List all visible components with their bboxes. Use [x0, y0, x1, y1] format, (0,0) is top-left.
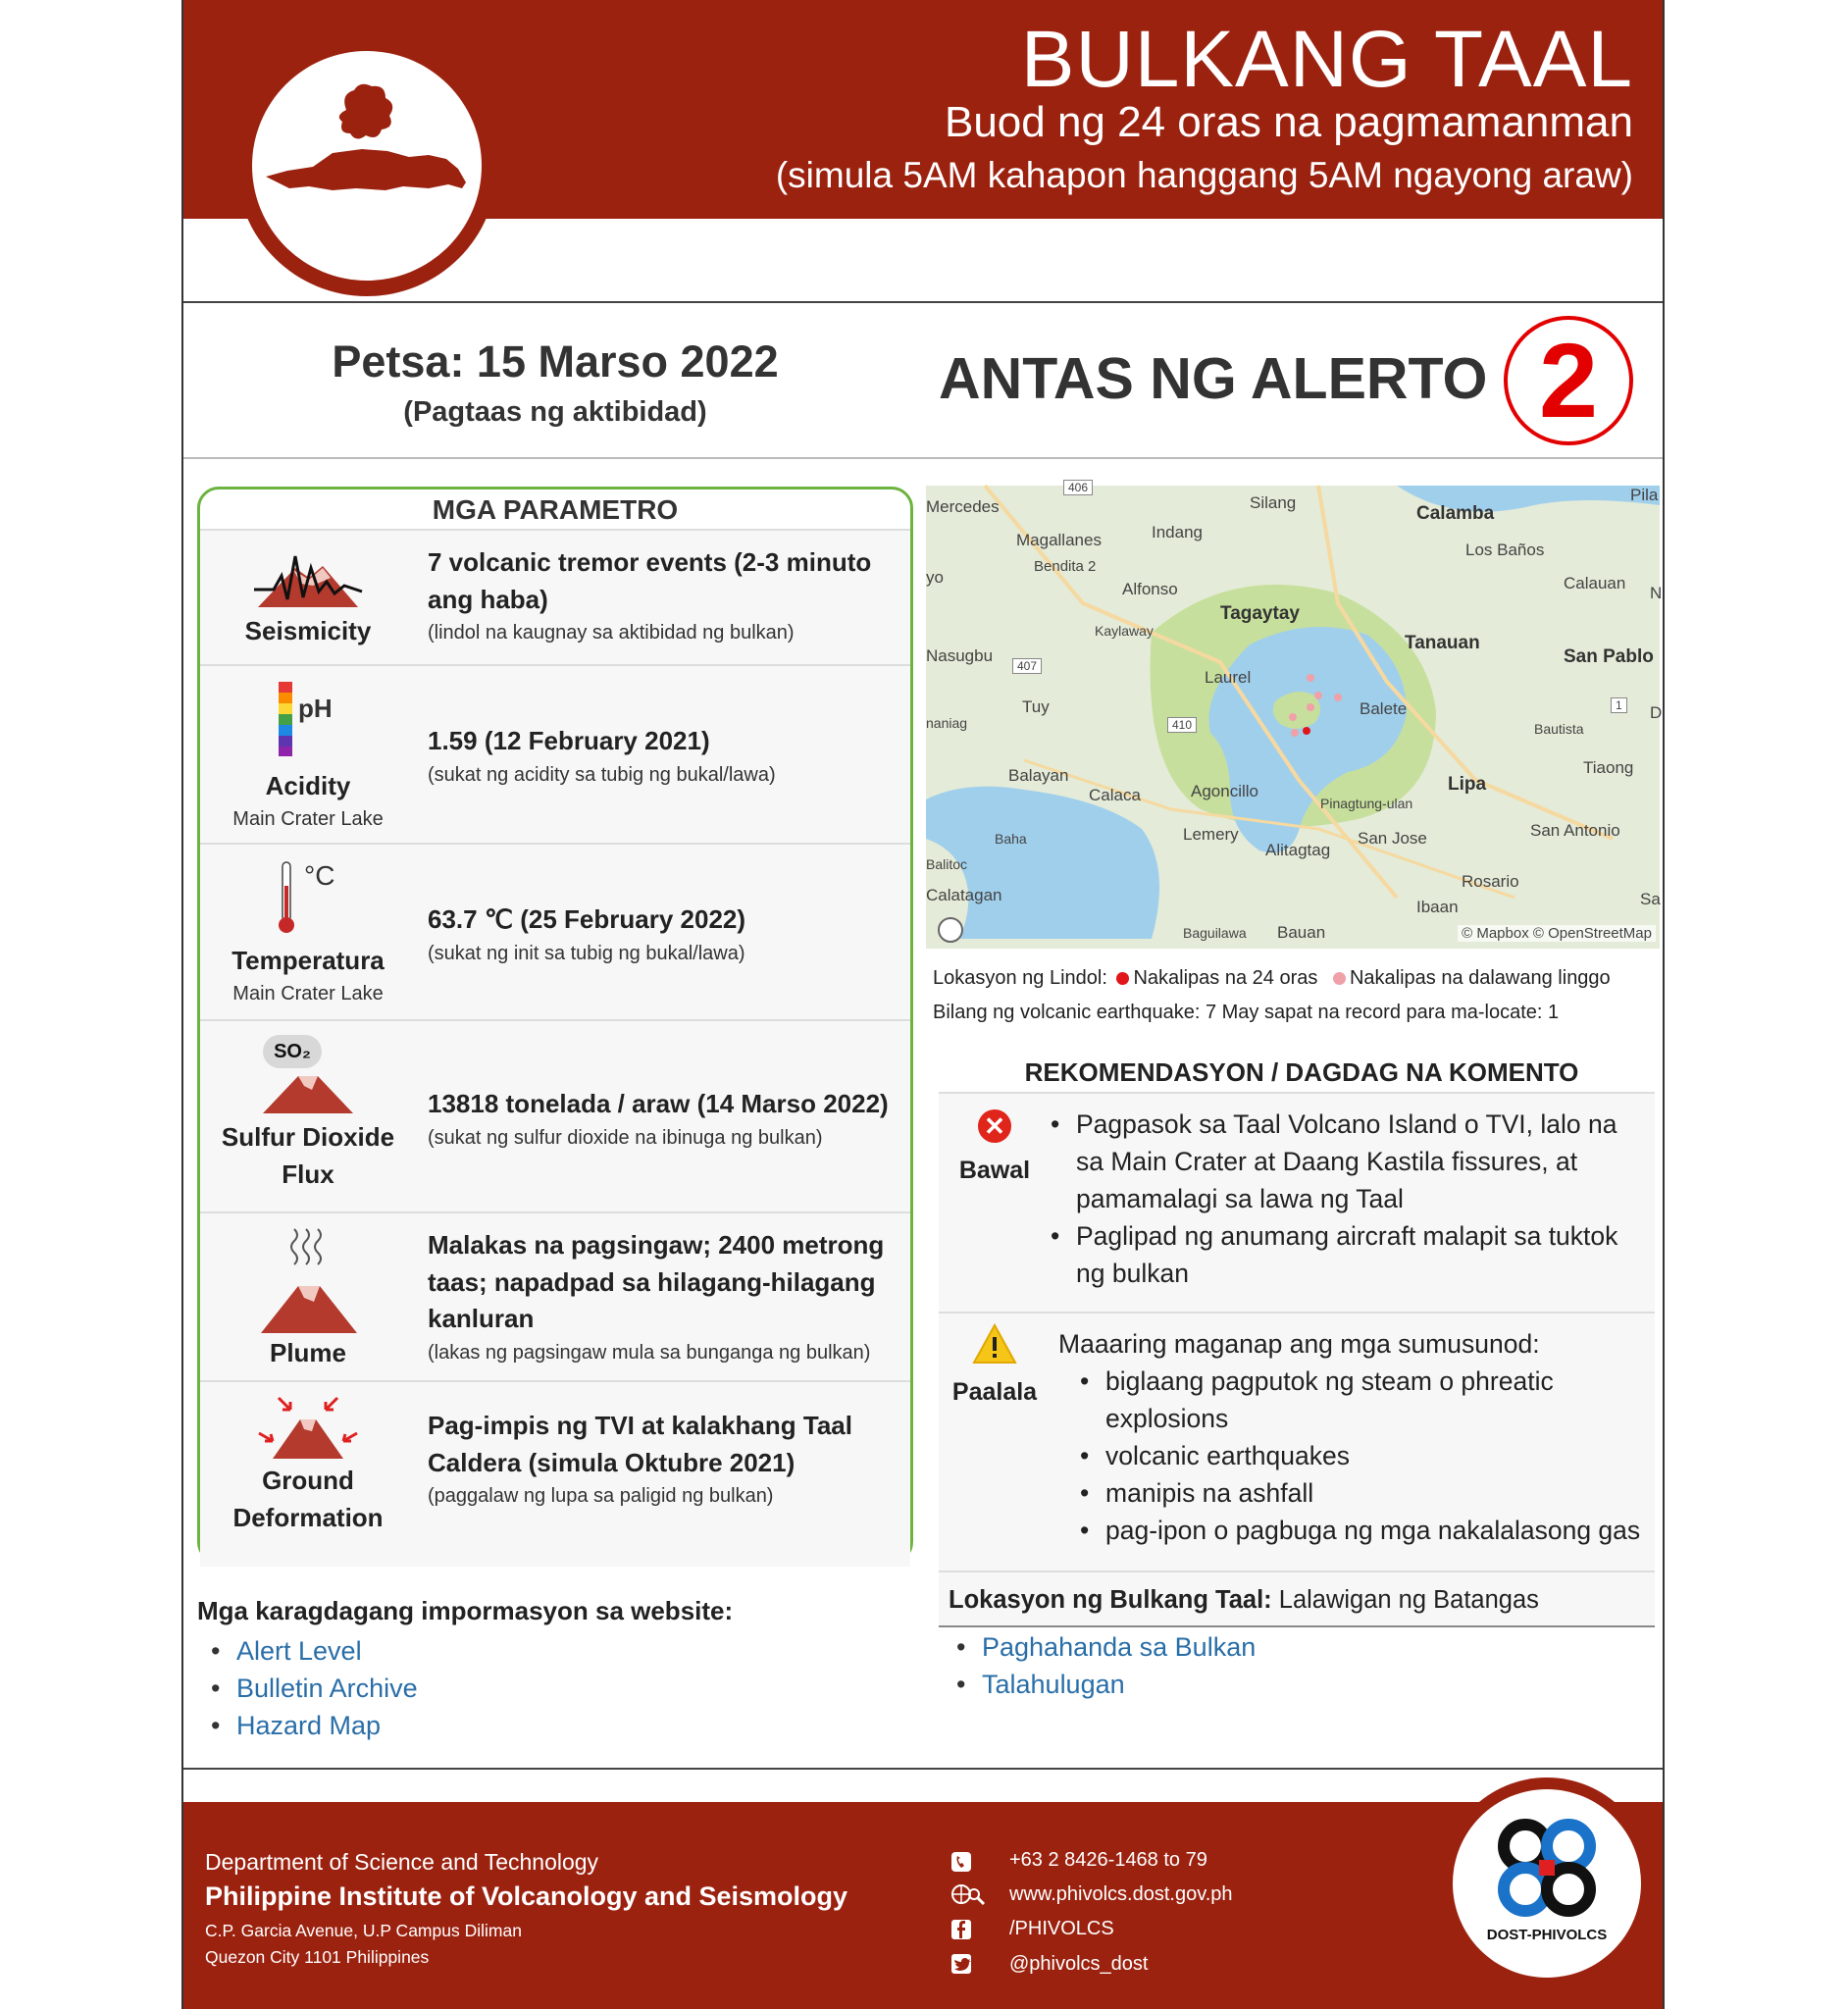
map-graphics [926, 486, 1663, 949]
map-label: Pinagtung-ulan [1320, 796, 1413, 811]
map-label: Rosario [1462, 872, 1519, 891]
link-bulletin-archive[interactable]: • Bulletin Archive [183, 1670, 418, 1707]
bulletin-page [181, 0, 1665, 2009]
map-label: Tagaytay [1220, 603, 1300, 624]
location-value: Lalawigan ng Batangas [1271, 1586, 1539, 1614]
link-alert-level[interactable]: • Alert Level [183, 1632, 418, 1670]
map-label: Tuy [1022, 697, 1050, 716]
map-label: Calaca [1089, 786, 1141, 804]
map-label: Kaylaway [1095, 623, 1154, 639]
prohibited-x-icon: ✕ [978, 1109, 1011, 1143]
map-label: Balayan [1008, 766, 1069, 785]
footer-twitter[interactable]: @phivolcs_dost [1009, 1953, 1149, 1975]
map-label: N [1650, 584, 1663, 602]
footer-agency: Philippine Institute of Volcanology and Seismology [205, 1881, 848, 1911]
link-paghahanda[interactable]: • Paghahanda sa Bulkan [929, 1628, 1256, 1666]
acidity-icon [279, 682, 294, 761]
plume-desc: (lakas ng pagsingaw mula sa bunganga ng bulkan) [428, 1342, 871, 1365]
page-title: BULKANG TAAL [1020, 15, 1633, 104]
reminder-item: • pag-ipon o pagbuga ng mga nakalalasong gas [1076, 1512, 1645, 1549]
road-shield: 407 [1012, 658, 1042, 674]
deformation-value [428, 1408, 908, 1511]
phone-icon [950, 1851, 972, 1873]
parameter-row-temperature [200, 843, 910, 1019]
volcano-logo-inner [252, 51, 482, 281]
dost-phivolcs-logo [1441, 1777, 1653, 1989]
date-label: Petsa: 15 Marso 2022 [332, 336, 779, 386]
map-attribution[interactable]: © Mapbox © OpenStreetMap [1458, 925, 1656, 942]
map-label: Calauan [1564, 574, 1626, 592]
warning-icon [972, 1323, 1017, 1369]
map-label: San Jose [1358, 829, 1427, 848]
map-label: Laurel [1205, 668, 1252, 687]
prohibited-label: Bawal [958, 1157, 1031, 1184]
older-quake-dot-icon [1333, 972, 1346, 985]
map-label: Sa [1640, 890, 1661, 908]
parameter-row-deformation [200, 1380, 910, 1567]
road-shield: 410 [1167, 717, 1197, 733]
more-info-links [183, 1632, 418, 1744]
map-label: Alitagtag [1265, 841, 1331, 859]
acidity-value [428, 723, 908, 790]
parameter-row-acidity [200, 664, 910, 843]
earthquake-location-map[interactable] [926, 481, 1663, 949]
period-note: (simula 5AM kahapon hanggang 5AM ngayong araw) [775, 155, 1633, 195]
deformation-icon [257, 1394, 359, 1464]
map-label: Alfonso [1122, 580, 1178, 598]
reminder-item: • volcanic earthquakes [1076, 1437, 1645, 1474]
divider [183, 457, 1663, 459]
map-label: yo [926, 568, 944, 587]
legend-recent: Nakalipas na 24 oras [1133, 967, 1318, 989]
footer-facebook[interactable]: /PHIVOLCS [1009, 1918, 1114, 1939]
celsius-icon-label: °C [304, 860, 335, 891]
map-label: Bauan [1277, 923, 1326, 942]
map-label: Bendita 2 [1034, 558, 1097, 575]
map-label: Ibaan [1416, 898, 1459, 916]
map-label: Magallanes [1016, 531, 1102, 549]
footer-phone: +63 2 8426-1468 to 79 [1009, 1849, 1207, 1871]
footer-address-line2: Quezon City 1101 Philippines [205, 1947, 430, 1967]
location-label: Lokasyon ng Bulkang Taal: [949, 1586, 1272, 1614]
deformation-label: Ground Deformation [232, 1466, 384, 1532]
temperature-value-text: 63.7 ℃ (25 February 2022) [428, 904, 746, 934]
so2-label: Sulfur Dioxide Flux [221, 1122, 395, 1189]
legend-prefix: Lokasyon ng Lindol: [933, 967, 1107, 989]
deformation-desc: (paggalaw ng lupa sa paligid ng bulkan) [428, 1485, 774, 1508]
acidity-label [200, 768, 416, 834]
temperature-value [428, 901, 908, 968]
link-hazard-map[interactable]: • Hazard Map [183, 1707, 418, 1744]
map-label: Lipa [1448, 774, 1487, 795]
date-note: (Pagtaas ng aktibidad) [403, 396, 707, 428]
temperature-label [200, 943, 416, 1008]
dost-phivolcs-emblem-icon [1453, 1789, 1641, 1978]
plume-label: Plume [269, 1338, 347, 1367]
link-talahulugan[interactable]: • Talahulugan [929, 1666, 1256, 1703]
parameters-panel [197, 487, 913, 1564]
footer-website[interactable]: www.phivolcs.dost.gov.ph [1009, 1883, 1233, 1905]
reminder-intro: Maaaring maganap ang mga sumusunod: [1058, 1329, 1540, 1359]
legend-older: Nakalipas na dalawang linggo [1349, 967, 1611, 989]
map-label: Lemery [1183, 825, 1239, 844]
so2-value [428, 1086, 908, 1153]
map-label: Indang [1152, 523, 1203, 541]
map-label: Calatagan [926, 886, 1002, 904]
road-shield: 406 [1063, 480, 1093, 495]
alert-level-label: ANTAS NG ALERTO [939, 346, 1488, 411]
map-label: Tanauan [1405, 633, 1480, 653]
more-info-title: Mga karagdagang impormasyon sa website: [197, 1596, 734, 1625]
map-label: Los Baños [1465, 541, 1545, 559]
so2-value-text: 13818 tonelada / araw (14 Marso 2022) [428, 1089, 889, 1118]
prohibited-list [1047, 1106, 1635, 1292]
map-label: Baha [995, 831, 1027, 847]
seismicity-value-text: 7 volcanic tremor events (2-3 minuto ang haba) [428, 547, 872, 614]
map-label: D [1650, 703, 1663, 722]
quake-count-line: Bilang ng volcanic earthquake: 7 May sapat na record para ma-locate: 1 [933, 1002, 1560, 1023]
map-label: Baguilawa [1183, 925, 1247, 941]
divider [183, 1768, 1663, 1770]
volcano-logo [236, 35, 497, 296]
map-label: Agoncillo [1191, 782, 1258, 800]
ph-icon-label: pH [298, 694, 333, 723]
map-label: Balete [1360, 699, 1408, 718]
reminder-section [939, 1312, 1655, 1571]
map-label: Mercedes [926, 497, 1000, 516]
map-label: Balitoc [926, 856, 968, 872]
road-shield: 1 [1611, 697, 1627, 713]
plume-value-text: Malakas na pagsingaw; 2400 metrong taas; napadpad sa hilagang-hilagang kanluran [428, 1230, 885, 1334]
parameter-row-so2 [200, 1019, 910, 1211]
prohibited-item: • Paglipad ng anumang aircraft malapit sa tuktok ng bulkan [1047, 1217, 1635, 1292]
parameters-title: MGA PARAMETRO [432, 494, 679, 525]
so2-desc: (sukat ng sulfur dioxide na ibinuga ng bulkan) [428, 1126, 823, 1149]
map-label: Calamba [1416, 503, 1495, 524]
seismicity-icon [254, 548, 362, 612]
parameter-row-seismicity [200, 529, 910, 664]
deformation-value-text: Pag-impis ng TVI at kalakhang Taal Caldera (simula Oktubre 2021) [428, 1411, 852, 1477]
footer-department: Department of Science and Technology [205, 1849, 599, 1875]
dost-phivolcs-logo-inner [1453, 1789, 1641, 1978]
recommendation-links [929, 1628, 1256, 1703]
map-label: Nasugbu [926, 646, 994, 665]
temperature-label-text: Temperatura [231, 946, 385, 975]
volcano-location [939, 1571, 1655, 1627]
acidity-desc: (sukat ng acidity sa tubig ng bukal/lawa) [428, 763, 776, 786]
recent-quake-dot-icon [1116, 972, 1129, 985]
so2-volcano-icon [261, 1070, 355, 1118]
reminder-list [1076, 1363, 1645, 1549]
seismicity-value [428, 544, 908, 647]
temperature-location: Main Crater Lake [232, 982, 384, 1004]
map-label: Silang [1250, 493, 1297, 512]
reminder-label: Paalala [951, 1378, 1038, 1406]
parameter-row-plume [200, 1211, 910, 1380]
acidity-label-text: Acidity [265, 771, 351, 800]
plume-value [428, 1227, 908, 1367]
map-label: San Antonio [1530, 821, 1620, 840]
acidity-value-text: 1.59 (12 February 2021) [428, 726, 710, 755]
thermometer-icon [277, 862, 296, 940]
footer-address-line1: C.P. Garcia Avenue, U.P Campus Diliman [205, 1921, 522, 1940]
map-label: naniag [926, 715, 968, 731]
mapbox-logo-icon [938, 917, 963, 943]
map-label: Bautista [1534, 721, 1584, 737]
twitter-icon [950, 1953, 972, 1975]
reminder-item: • biglaang pagputok ng steam o phreatic explosions [1076, 1363, 1645, 1437]
facebook-icon [950, 1919, 972, 1940]
so2-cloud-icon: SO₂ [263, 1035, 322, 1068]
volcano-logo-icon [252, 51, 482, 281]
map-label: San Pablo [1564, 646, 1654, 667]
seismicity-label: Seismicity [244, 616, 372, 645]
acidity-location: Main Crater Lake [232, 807, 384, 830]
divider [183, 301, 1663, 303]
alert-level-badge: 2 [1504, 316, 1633, 445]
map-label: Pila [1630, 486, 1659, 504]
recommendations-title: REKOMENDASYON / DAGDAG NA KOMENTO [1024, 1057, 1579, 1087]
seismicity-desc: (lindol na kaugnay sa aktibidad ng bulkan) [428, 622, 795, 644]
reminder-item: • manipis na ashfall [1076, 1474, 1645, 1512]
globe-search-icon [950, 1882, 986, 1904]
prohibited-section [939, 1092, 1655, 1312]
map-legend [933, 967, 1611, 990]
plume-icon [259, 1225, 357, 1338]
page-subtitle: Buod ng 24 oras na pagmamanman [944, 98, 1633, 146]
map-label: Tiaong [1583, 758, 1634, 777]
prohibited-item: • Pagpasok sa Taal Volcano Island o TVI, lalo na sa Main Crater at Daang Kastila fissures, at pamamalagi sa lawa ng Taal [1047, 1106, 1635, 1217]
logo-text: DOST-PHIVOLCS [1486, 1927, 1608, 1943]
temperature-desc: (sukat ng init sa tubig ng bukal/lawa) [428, 942, 745, 964]
